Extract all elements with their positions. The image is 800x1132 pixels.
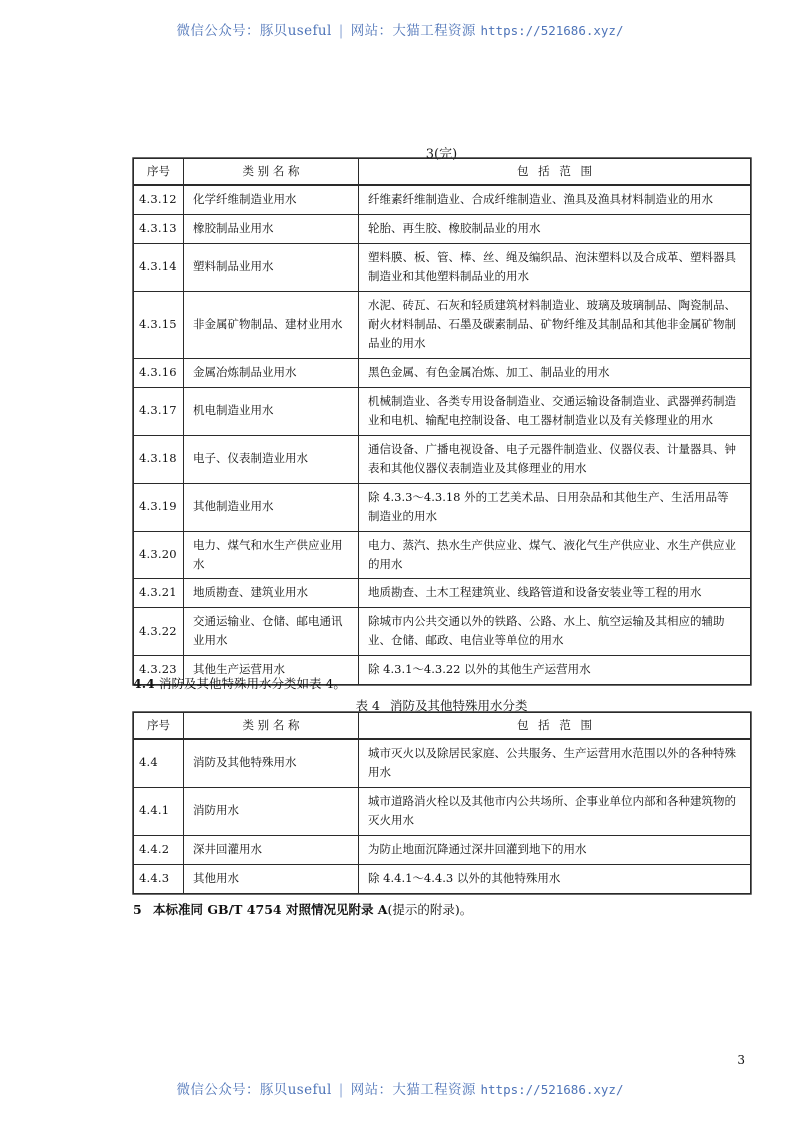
clause-4-4-number: 4.4 — [133, 676, 155, 691]
table-row — [134, 291, 751, 358]
row-number: 4.4.1 — [134, 787, 184, 835]
table-row — [134, 787, 751, 835]
row-category-name: 地质勘查、建筑业用水 — [184, 579, 359, 608]
header-watermark — [0, 19, 800, 39]
clause-5-number: 5 — [133, 902, 142, 917]
table-row — [134, 185, 751, 214]
watermark-site-name: 大猫工程资源 — [392, 1082, 476, 1098]
row-scope: 通信设备、广播电视设备、电子元器件制造业、仪器仪表、计量器具、钟表和其他仪器仪表制造业及其修理业的用水 — [359, 435, 751, 483]
row-scope: 轮胎、再生胶、橡胶制品业的用水 — [359, 214, 751, 243]
row-category-name: 深井回灌用水 — [184, 835, 359, 864]
row-scope: 除 4.3.3～4.3.18 外的工艺美术品、日用杂品和其他生产、生活用品等制造业的用水 — [359, 483, 751, 531]
row-number: 4.3.21 — [134, 579, 184, 608]
row-number: 4.4.3 — [134, 864, 184, 893]
table-row — [134, 579, 751, 608]
watermark-site-name: 大猫工程资源 — [392, 23, 476, 39]
row-scope: 城市灭火以及除居民家庭、公共服务、生产运营用水范围以外的各种特殊用水 — [359, 739, 751, 787]
table-3-production-water-classification — [133, 158, 751, 685]
watermark-site-label: 网站： — [350, 1082, 393, 1098]
row-scope: 黑色金属、有色金属冶炼、加工、制品业的用水 — [359, 358, 751, 387]
row-scope: 除城市内公共交通以外的铁路、公路、水上、航空运输及其相应的辅助业、仓储、邮政、电信业等单位的用水 — [359, 608, 751, 656]
row-category-name: 电子、仪表制造业用水 — [184, 435, 359, 483]
row-category-name: 消防用水 — [184, 787, 359, 835]
row-category-name: 金属冶炼制品业用水 — [184, 358, 359, 387]
row-number: 4.3.14 — [134, 243, 184, 291]
table4-header-scope: 包 括 范 围 — [359, 713, 751, 739]
row-number: 4.3.17 — [134, 387, 184, 435]
row-number: 4.3.23 — [134, 656, 184, 685]
row-number: 4.3.22 — [134, 608, 184, 656]
row-category-name: 机电制造业用水 — [184, 387, 359, 435]
clause-5-text: 本标准同 GB/T 4754 对照情况见附录 A — [153, 902, 388, 917]
table4-header-name: 类 别 名 称 — [184, 713, 359, 739]
row-scope: 塑料膜、板、管、棒、丝、绳及编织品、泡沫塑料以及合成革、塑料器具制造业和其他塑料制品业的用水 — [359, 243, 751, 291]
clause-4-4-text: 消防及其他特殊用水分类如表 4。 — [159, 676, 346, 691]
table3-header-row — [134, 159, 751, 185]
table3-continuation-label: 3(完) — [425, 147, 458, 162]
table4-header-no: 序号 — [134, 713, 184, 739]
table-row — [134, 243, 751, 291]
watermark-account: 豚贝useful — [259, 1082, 332, 1098]
row-category-name: 塑料制品业用水 — [184, 243, 359, 291]
table4-caption-text: 消防及其他特殊用水分类 — [389, 698, 528, 713]
clause-5 — [133, 900, 753, 920]
table3-header-name: 类 别 名 称 — [184, 159, 359, 185]
table3-header-scope: 包 括 范 围 — [359, 159, 751, 185]
row-category-name: 橡胶制品业用水 — [184, 214, 359, 243]
table-row — [134, 435, 751, 483]
table-row — [134, 483, 751, 531]
table-row — [134, 214, 751, 243]
row-scope: 电力、蒸汽、热水生产供应业、煤气、液化气生产供应业、水生产供应业的用水 — [359, 531, 751, 579]
watermark-prefix: 微信公众号： — [176, 23, 260, 39]
row-number: 4.3.13 — [134, 214, 184, 243]
watermark-url: https://521686.xyz/ — [480, 23, 624, 38]
row-category-name: 交通运输业、仓储、邮电通讯业用水 — [184, 608, 359, 656]
watermark-separator: | — [338, 1082, 344, 1098]
row-number: 4.3.12 — [134, 185, 184, 214]
page-number: 3 — [737, 1053, 745, 1067]
row-number: 4.4.2 — [134, 835, 184, 864]
row-number: 4.3.15 — [134, 291, 184, 358]
watermark-url: https://521686.xyz/ — [480, 1082, 624, 1097]
table-row — [134, 358, 751, 387]
row-scope: 地质勘查、土木工程建筑业、线路管道和设备安装业等工程的用水 — [359, 579, 751, 608]
clause-5-parenthetical: (提示的附录)。 — [387, 902, 473, 917]
watermark-prefix: 微信公众号： — [176, 1082, 260, 1098]
table-row — [134, 387, 751, 435]
row-category-name: 消防及其他特殊用水 — [184, 739, 359, 787]
row-category-name: 其他制造业用水 — [184, 483, 359, 531]
watermark-site-label: 网站： — [350, 23, 393, 39]
row-scope: 除 4.4.1～4.4.3 以外的其他特殊用水 — [359, 864, 751, 893]
row-scope: 机械制造业、各类专用设备制造业、交通运输设备制造业、武器弹药制造业和电机、输配电控制设备、电工器材制造业以及有关修理业的用水 — [359, 387, 751, 435]
row-category-name: 其他生产运营用水 — [184, 656, 359, 685]
clause-4-4 — [133, 674, 753, 694]
table4-caption-number: 表 4 — [355, 698, 380, 713]
row-category-name: 非金属矿物制品、建材业用水 — [184, 291, 359, 358]
watermark-account: 豚贝useful — [259, 23, 332, 39]
row-number: 4.4 — [134, 739, 184, 787]
table4-header-row — [134, 713, 751, 739]
row-category-name: 其他用水 — [184, 864, 359, 893]
row-number: 4.3.20 — [134, 531, 184, 579]
row-scope: 纤维素纤维制造业、合成纤维制造业、渔具及渔具材料制造业的用水 — [359, 185, 751, 214]
row-number: 4.3.18 — [134, 435, 184, 483]
watermark-separator: | — [338, 23, 344, 39]
table-row — [134, 835, 751, 864]
row-category-name: 化学纤维制造业用水 — [184, 185, 359, 214]
row-category-name: 电力、煤气和水生产供应业用水 — [184, 531, 359, 579]
table-row — [134, 864, 751, 893]
row-scope: 水泥、砖瓦、石灰和轻质建筑材料制造业、玻璃及玻璃制品、陶瓷制品、耐火材料制品、石墨及碳素制品、矿物纤维及其制品和其他非金属矿物制品业的用水 — [359, 291, 751, 358]
row-number: 4.3.19 — [134, 483, 184, 531]
table-4-fire-and-special-water-classification — [133, 712, 751, 894]
table3-header-no: 序号 — [134, 159, 184, 185]
footer-watermark — [0, 1078, 800, 1098]
row-scope: 除 4.3.1～4.3.22 以外的其他生产运营用水 — [359, 656, 751, 685]
table-row — [134, 531, 751, 579]
table-row — [134, 739, 751, 787]
row-scope: 为防止地面沉降通过深井回灌到地下的用水 — [359, 835, 751, 864]
table-row — [134, 608, 751, 656]
row-number: 4.3.16 — [134, 358, 184, 387]
row-scope: 城市道路消火栓以及其他市内公共场所、企事业单位内部和各种建筑物的灭火用水 — [359, 787, 751, 835]
